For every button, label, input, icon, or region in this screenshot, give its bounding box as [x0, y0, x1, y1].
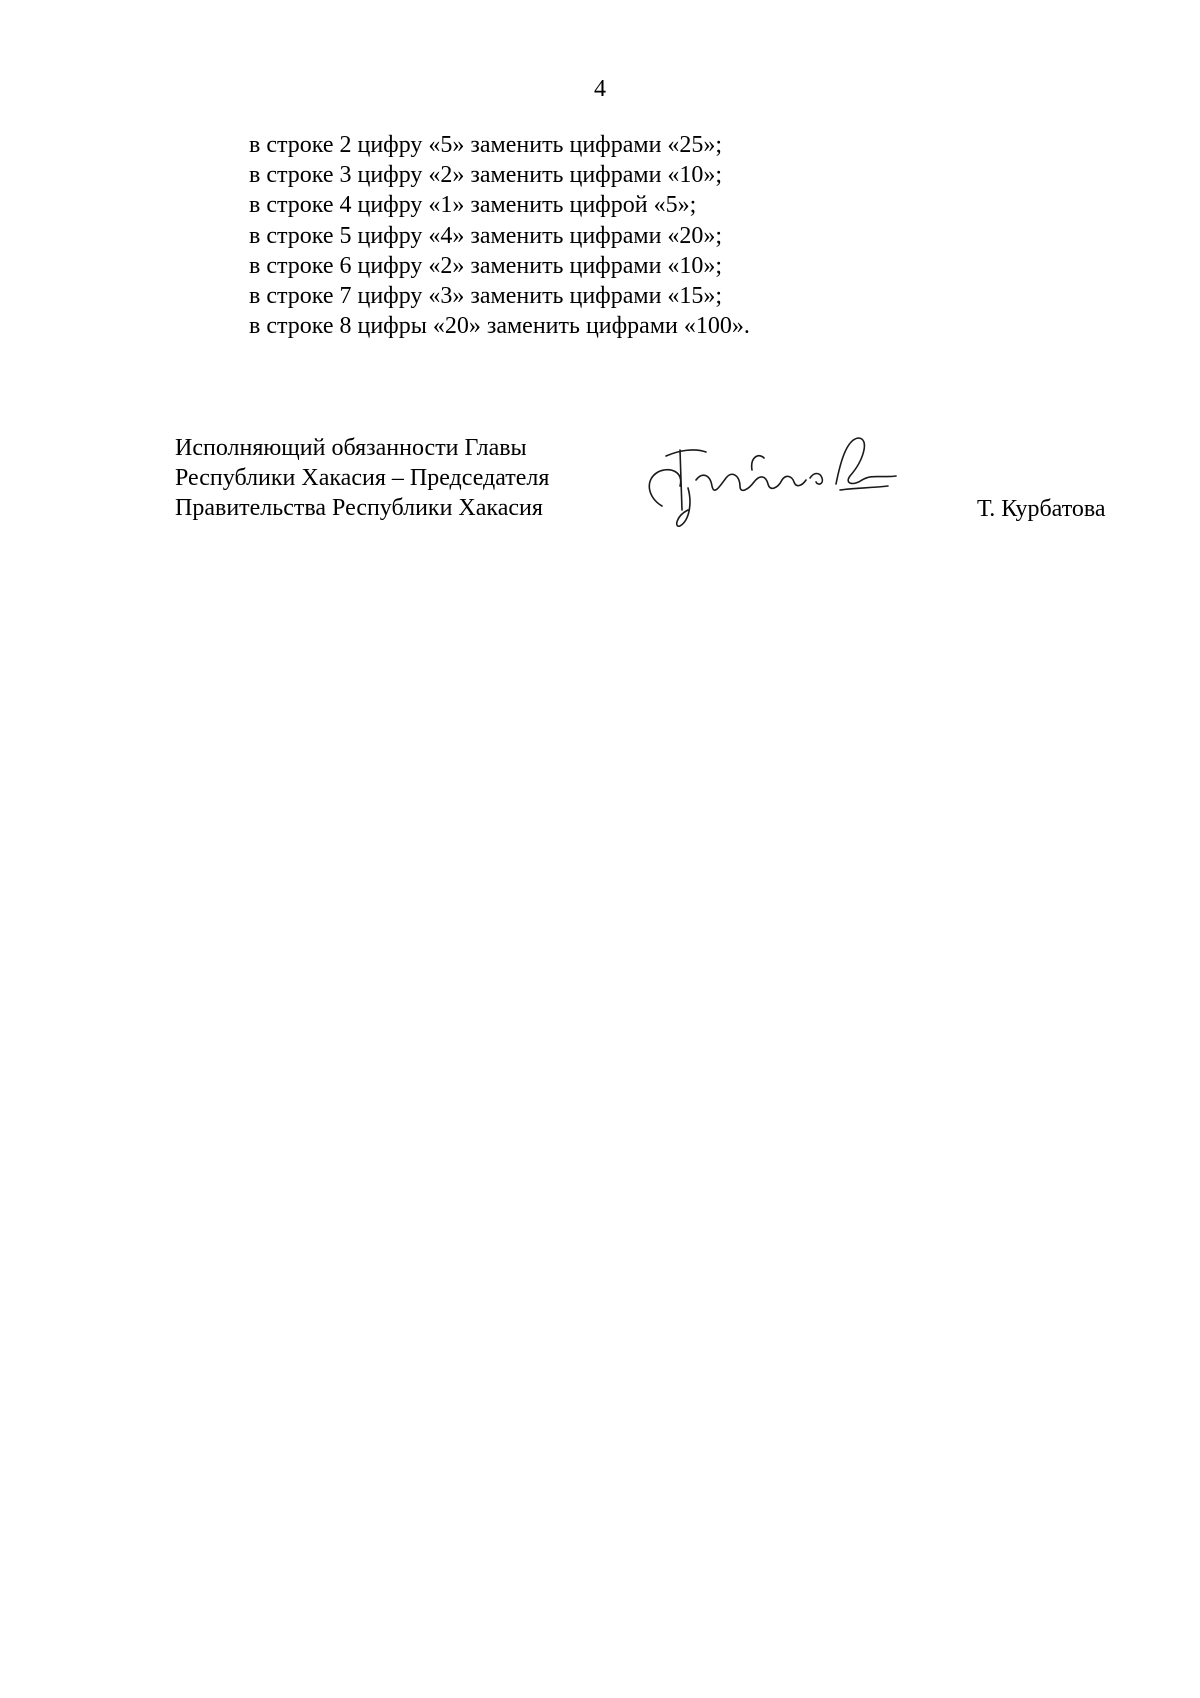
- handwritten-signature-icon: [640, 428, 920, 538]
- amendment-line-row-3: в строке 3 цифру «2» заменить цифрами «10»;: [249, 162, 723, 189]
- amendment-line-row-6: в строке 6 цифру «2» заменить цифрами «10»;: [249, 252, 723, 279]
- signer-position-line: Республики Хакасия – Председателя: [175, 465, 550, 492]
- signer-position: [175, 433, 549, 524]
- amendment-line-row-2: в строке 2 цифру «5» заменить цифрами «25»;: [249, 132, 723, 158]
- amendment-line-row-8: в строке 8 цифры «20» заменить цифрами «100».: [249, 313, 750, 340]
- amendment-line-row-4: в строке 4 цифру «1» заменить цифрой «5»;: [249, 192, 697, 219]
- amendment-line-row-7: в строке 7 цифру «3» заменить цифрами «15»;: [249, 283, 723, 310]
- amendment-line-row-5: в строке 5 цифру «4» заменить цифрами «20»;: [249, 222, 723, 249]
- signer-position-line: Исполняющий обязанности Главы: [175, 435, 527, 461]
- amendments-list: [249, 130, 750, 341]
- signer-position-line: Правительства Республики Хакасия: [175, 495, 543, 522]
- page-number: 4: [594, 76, 606, 102]
- signer-name: Т. Курбатова: [977, 496, 1106, 522]
